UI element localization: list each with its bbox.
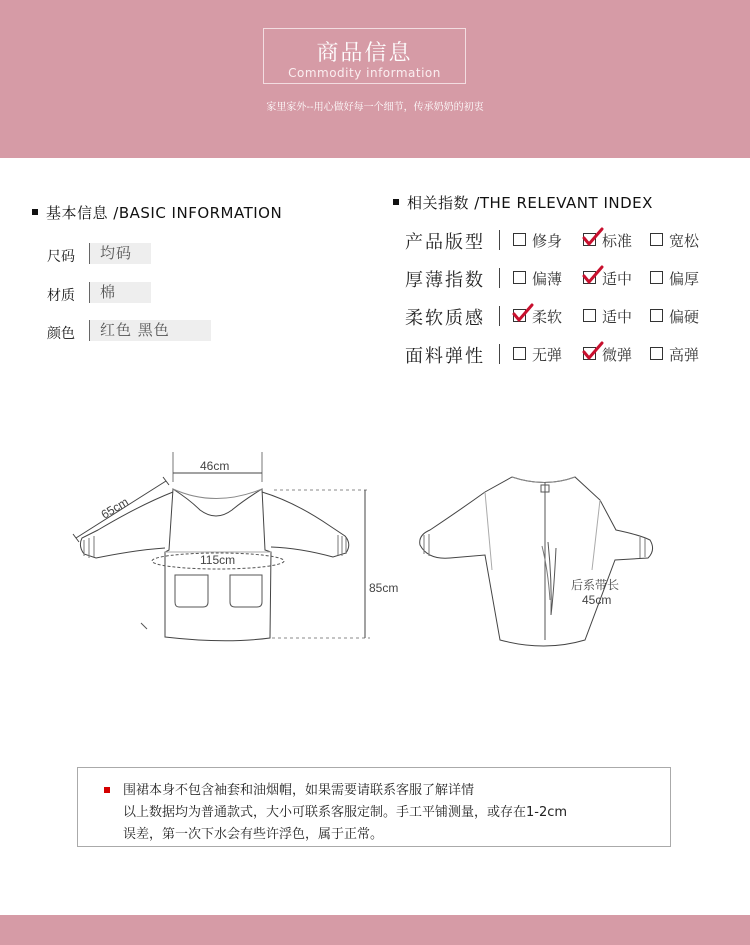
relevant-index-title-text: 相关指数 /THE RELEVANT INDEX — [407, 194, 653, 212]
checkbox-icon — [650, 233, 663, 246]
index-row-label: 面料弹性 — [405, 346, 485, 367]
info-value: 棉 — [89, 282, 151, 303]
index-option-label: 标准 — [602, 232, 633, 250]
checkbox-icon — [513, 233, 526, 246]
header-banner — [0, 0, 750, 158]
sleeve-length-label: 65cm — [98, 494, 131, 522]
divider — [499, 268, 500, 288]
index-option-label: 偏厚 — [669, 270, 700, 288]
apron-size-diagram — [0, 430, 750, 690]
size-diagram — [0, 430, 750, 690]
info-value: 均码 — [89, 243, 151, 264]
checked-box-icon — [513, 309, 526, 322]
checkbox-icon — [513, 271, 526, 284]
info-label: 尺码 — [47, 249, 75, 265]
notice-line-2: 以上数据均为普通款式，大小可联系客服定制。手工平铺测量，或存在1-2cm — [123, 805, 568, 820]
checked-box-icon — [583, 233, 596, 246]
index-option-label: 适中 — [602, 270, 633, 288]
relevant-index-title — [393, 192, 653, 213]
index-row-label: 柔软质感 — [405, 308, 485, 329]
waist-label: 115cm — [200, 553, 236, 567]
index-row — [405, 341, 735, 367]
index-option-label: 偏薄 — [532, 270, 563, 288]
divider — [499, 306, 500, 326]
square-bullet-icon — [393, 199, 399, 205]
index-option-label: 偏硬 — [669, 308, 700, 326]
divider — [499, 344, 500, 364]
checkbox-icon — [650, 347, 663, 360]
index-option-label: 适中 — [602, 308, 633, 326]
notice-line-1: 围裙本身不包含袖套和油烟帽，如果需要请联系客服了解详情 — [123, 783, 475, 798]
red-square-bullet-icon — [104, 787, 110, 793]
index-option-label: 修身 — [532, 232, 563, 250]
apron-front-drawing — [73, 452, 370, 641]
title-box — [263, 28, 466, 84]
apron-back-drawing — [420, 477, 653, 646]
notice-line-3: 误差，第一次下水会有些许浮色，属于正常。 — [123, 827, 384, 842]
info-label: 颜色 — [47, 326, 75, 342]
length-label: 85cm — [369, 581, 399, 595]
info-label: 材质 — [47, 288, 75, 304]
square-bullet-icon — [32, 209, 38, 215]
footer-band — [0, 915, 750, 945]
index-row-label: 厚薄指数 — [405, 270, 485, 291]
checked-box-icon — [583, 271, 596, 284]
index-row-label: 产品版型 — [405, 232, 485, 253]
checkbox-icon — [650, 271, 663, 284]
back-tie-length: 45cm — [582, 593, 612, 607]
index-option-label: 柔软 — [532, 308, 563, 326]
notice-box — [77, 767, 671, 847]
index-option-label: 高弹 — [669, 346, 700, 364]
index-row — [405, 303, 735, 329]
index-row — [405, 227, 735, 253]
checkbox-icon — [583, 309, 596, 322]
basic-info-title — [32, 202, 282, 223]
basic-info-title-text: 基本信息 /BASIC INFORMATION — [46, 204, 283, 222]
checkbox-icon — [650, 309, 663, 322]
index-option-label: 宽松 — [669, 232, 700, 250]
index-option-label: 无弹 — [532, 346, 563, 364]
title-cn: 商品信息 — [316, 41, 413, 66]
back-tie-label: 后系带长 — [571, 578, 620, 592]
index-row — [405, 265, 735, 291]
title-en: Commodity information — [288, 66, 441, 80]
index-option-label: 微弹 — [602, 346, 633, 364]
checked-box-icon — [583, 347, 596, 360]
checkbox-icon — [513, 347, 526, 360]
info-value: 红色 黑色 — [89, 320, 211, 341]
chest-width-label: 46cm — [200, 459, 230, 473]
divider — [499, 230, 500, 250]
tagline: 家里家外--用心做好每一个细节，传承奶奶的初衷 — [266, 102, 484, 113]
